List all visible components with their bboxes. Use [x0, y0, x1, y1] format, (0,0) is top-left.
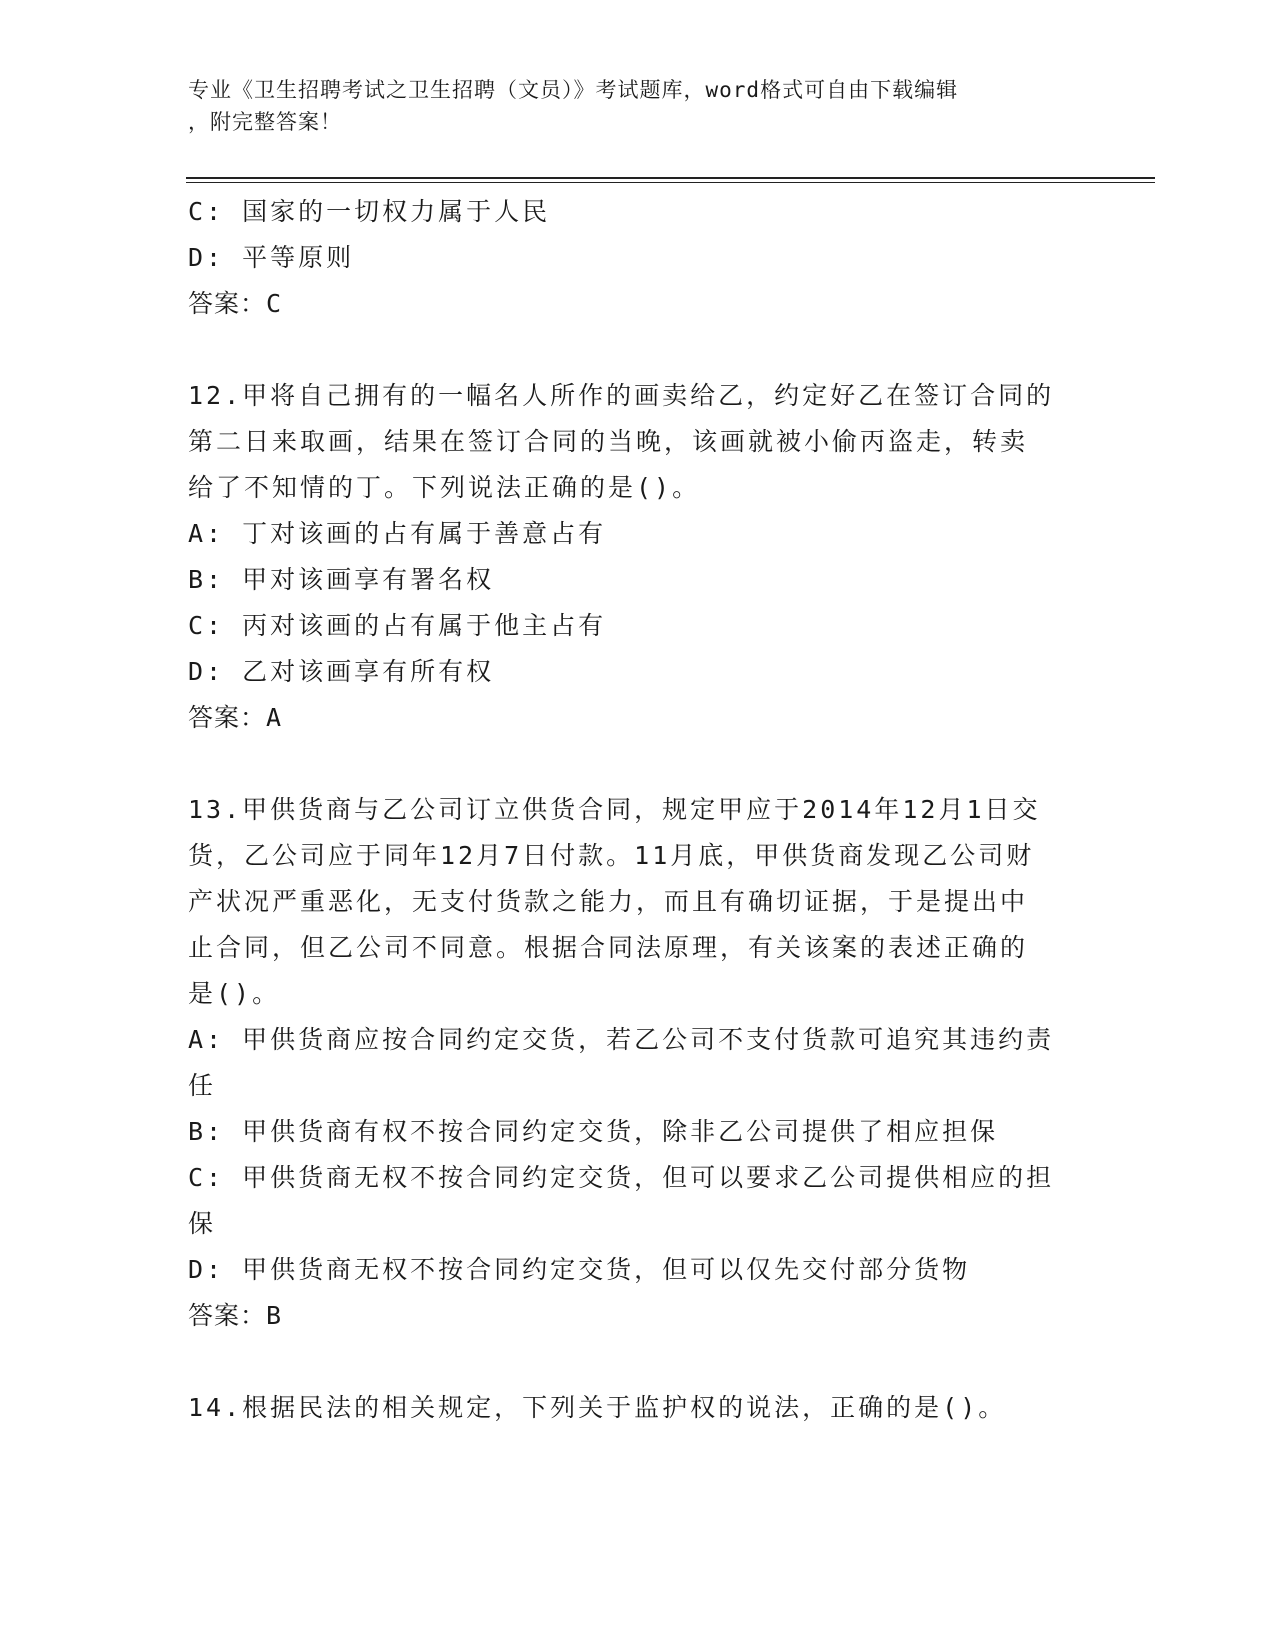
- header-divider-thick: [186, 177, 1155, 179]
- q13-stem-line-3: 产状况严重恶化，无支付货款之能力，而且有确切证据，于是提出中: [188, 887, 1029, 916]
- q13-answer: 答案：B: [188, 1301, 283, 1330]
- q14-stem: 14.根据民法的相关规定，下列关于监护权的说法，正确的是()。: [188, 1393, 1007, 1422]
- q12-answer: 答案：A: [188, 703, 283, 732]
- q12-option-d: D: 乙对该画享有所有权: [188, 657, 495, 686]
- q12-stem-line-1: 12.甲将自己拥有的一幅名人所作的画卖给乙，约定好乙在签订合同的: [188, 381, 1055, 410]
- spacer: [188, 1339, 1088, 1385]
- question-12: [188, 373, 1088, 741]
- document-header: [188, 74, 1068, 138]
- question-13: [188, 787, 1088, 1339]
- spacer: [188, 741, 1088, 787]
- q13-option-a-line-2: 任: [188, 1071, 217, 1100]
- q11-answer: 答案：C: [188, 289, 283, 318]
- q13-option-c-line-1: C: 甲供货商无权不按合同约定交货，但可以要求乙公司提供相应的担: [188, 1163, 1055, 1192]
- q13-stem-line-2: 货，乙公司应于同年12月7日付款。11月底，甲供货商发现乙公司财: [188, 841, 1035, 870]
- q12-option-c: C: 丙对该画的占有属于他主占有: [188, 611, 607, 640]
- q12-option-b: B: 甲对该画享有署名权: [188, 565, 495, 594]
- q12-stem-line-2: 第二日来取画，结果在签订合同的当晚，该画就被小偷丙盗走，转卖: [188, 427, 1029, 456]
- header-line-1: 专业《卫生招聘考试之卫生招聘（文员）》考试题库，word格式可自由下载编辑: [188, 78, 959, 102]
- q12-stem-line-3: 给了不知情的丁。下列说法正确的是()。: [188, 473, 701, 502]
- q11-option-d: D: 平等原则: [188, 243, 355, 272]
- q13-option-b: B: 甲供货商有权不按合同约定交货，除非乙公司提供了相应担保: [188, 1117, 999, 1146]
- q13-option-d: D: 甲供货商无权不按合同约定交货，但可以仅先交付部分货物: [188, 1255, 971, 1284]
- header-line-2: ，附完整答案！: [188, 110, 342, 134]
- question-11-tail: [188, 189, 1088, 327]
- q13-stem-line-4: 止合同，但乙公司不同意。根据合同法原理，有关该案的表述正确的: [188, 933, 1029, 962]
- q13-stem-line-5: 是()。: [188, 979, 281, 1008]
- question-content: [188, 189, 1088, 1431]
- q13-option-c-line-2: 保: [188, 1209, 217, 1238]
- q13-stem-line-1: 13.甲供货商与乙公司订立供货合同，规定甲应于2014年12月1日交: [188, 795, 1041, 824]
- spacer: [188, 327, 1088, 373]
- header-divider-thin: [186, 182, 1155, 183]
- q12-option-a: A: 丁对该画的占有属于善意占有: [188, 519, 607, 548]
- question-14: [188, 1385, 1088, 1431]
- q13-option-a-line-1: A: 甲供货商应按合同约定交货，若乙公司不支付货款可追究其违约责: [188, 1025, 1055, 1054]
- q11-option-c: C: 国家的一切权力属于人民: [188, 197, 551, 226]
